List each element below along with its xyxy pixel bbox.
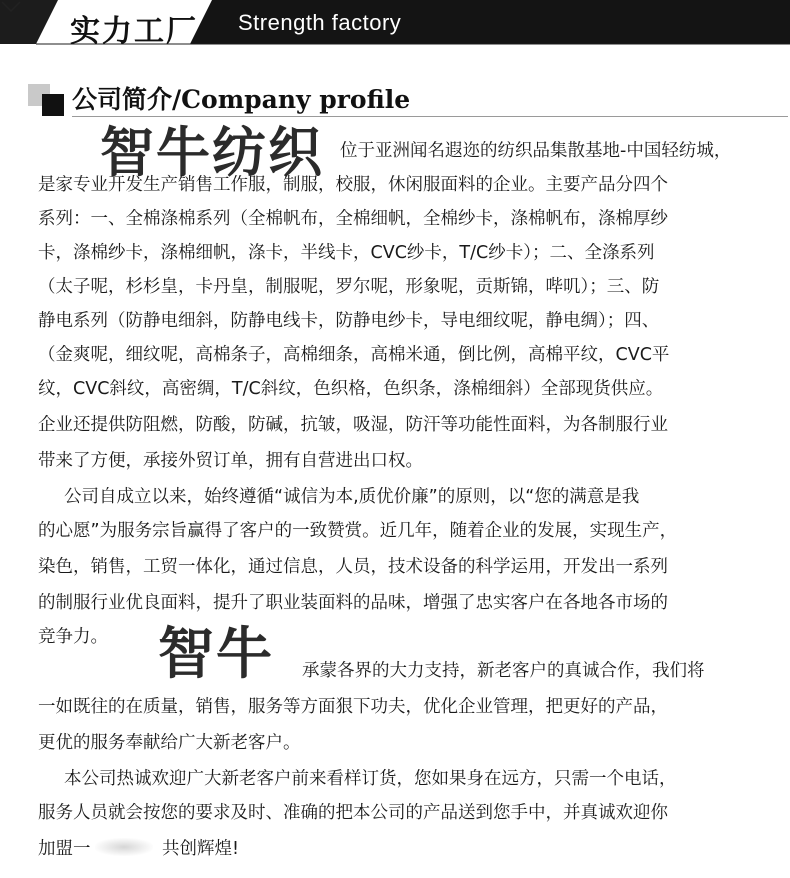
paragraph-line: 加盟一: [38, 839, 91, 859]
paragraph-line: 公司自成立以来，始终遵循“诚信为本,质优价廉”的原则，以“您的满意是我: [64, 487, 640, 507]
header-banner: [0, 0, 790, 60]
paragraph-line: （金爽呢，细纹呢，高棉条子，高棉细条，高棉米通，倒比例，高棉平纹，CVC平: [38, 345, 670, 365]
chevron-down-icon: [0, 0, 22, 14]
watermark-company-name: 智牛纺织: [100, 121, 324, 184]
watermark-brand-name: 智牛: [158, 622, 274, 687]
paragraph-line: 服务人员就会按您的要求及时、准确的把本公司的产品送到您手中，并真诚欢迎你: [38, 803, 668, 823]
paragraph-line: 纹，CVC斜纹，高密绸，T/C斜纹，色织格，色织条，涤棉细斜）全部现货供应。: [38, 379, 664, 399]
paragraph-line: 染色，销售，工贸一体化，通过信息，人员，技术设备的科学运用，开发出一系列: [38, 557, 668, 577]
banner-title-chinese: 实力工厂: [70, 14, 198, 49]
paragraph-line: 本公司热诚欢迎广大新老客户前来看样订货，您如果身在远方，只需一个电话，: [64, 769, 677, 789]
paragraph-line: 的制服行业优良面料，提升了职业装面料的品味，增强了忠实客户在各地各市场的: [38, 593, 668, 613]
paragraph-line: 的心愿”为服务宗旨赢得了客户的一致赞赏。近几年，随着企业的发展，实现生产，: [38, 521, 678, 541]
paragraph-line: 竞争力。: [38, 627, 108, 647]
paragraph-line: 静电系列（防静电细斜，防静电线卡，防静电纱卡，导电细纹呢，静电绸）；四、: [38, 311, 660, 331]
section-square-icon-dark: [42, 94, 64, 116]
banner-title-english: Strength factory: [238, 10, 402, 35]
paragraph-line: 卡，涤棉纱卡，涤棉细帆，涤卡，半线卡，CVC纱卡，T/C纱卡）；二、全涤系列: [38, 243, 655, 263]
paragraph-line: 带来了方便，承接外贸订单，拥有自营进出口权。: [38, 451, 423, 471]
paragraph-line: 承蒙各界的大力支持，新老客户的真诚合作，我们将: [302, 661, 705, 681]
section-title: 公司简介/Company profile: [72, 85, 411, 114]
paragraph-line: 位于亚洲闻名遐迩的纺织品集散基地-中国轻纺城，: [340, 141, 732, 161]
paragraph-line: （太子呢，杉杉皇，卡丹皇，制服呢，罗尔呢，形象呢，贡斯锦，哔叽）；三、防: [38, 277, 660, 297]
blurred-region: [95, 838, 153, 856]
paragraph-line: 一如既往的在质量，销售，服务等方面狠下功夫，优化企业管理，把更好的产品，: [38, 697, 668, 717]
paragraph-line: 更优的服务奉献给广大新老客户。: [38, 733, 301, 753]
paragraph-line: 系列：一、全棉涤棉系列（全棉帆布，全棉细帆，全棉纱卡，涤棉帆布，涤棉厚纱: [38, 209, 668, 229]
paragraph-line: 是家专业开发生产销售工作服，制服，校服，休闲服面料的企业。主要产品分四个: [38, 175, 668, 195]
paragraph-line: 共创辉煌!: [162, 839, 240, 859]
paragraph-line: 企业还提供防阻燃，防酸，防碱，抗皱，吸湿，防汗等功能性面料，为各制服行业: [38, 415, 668, 435]
